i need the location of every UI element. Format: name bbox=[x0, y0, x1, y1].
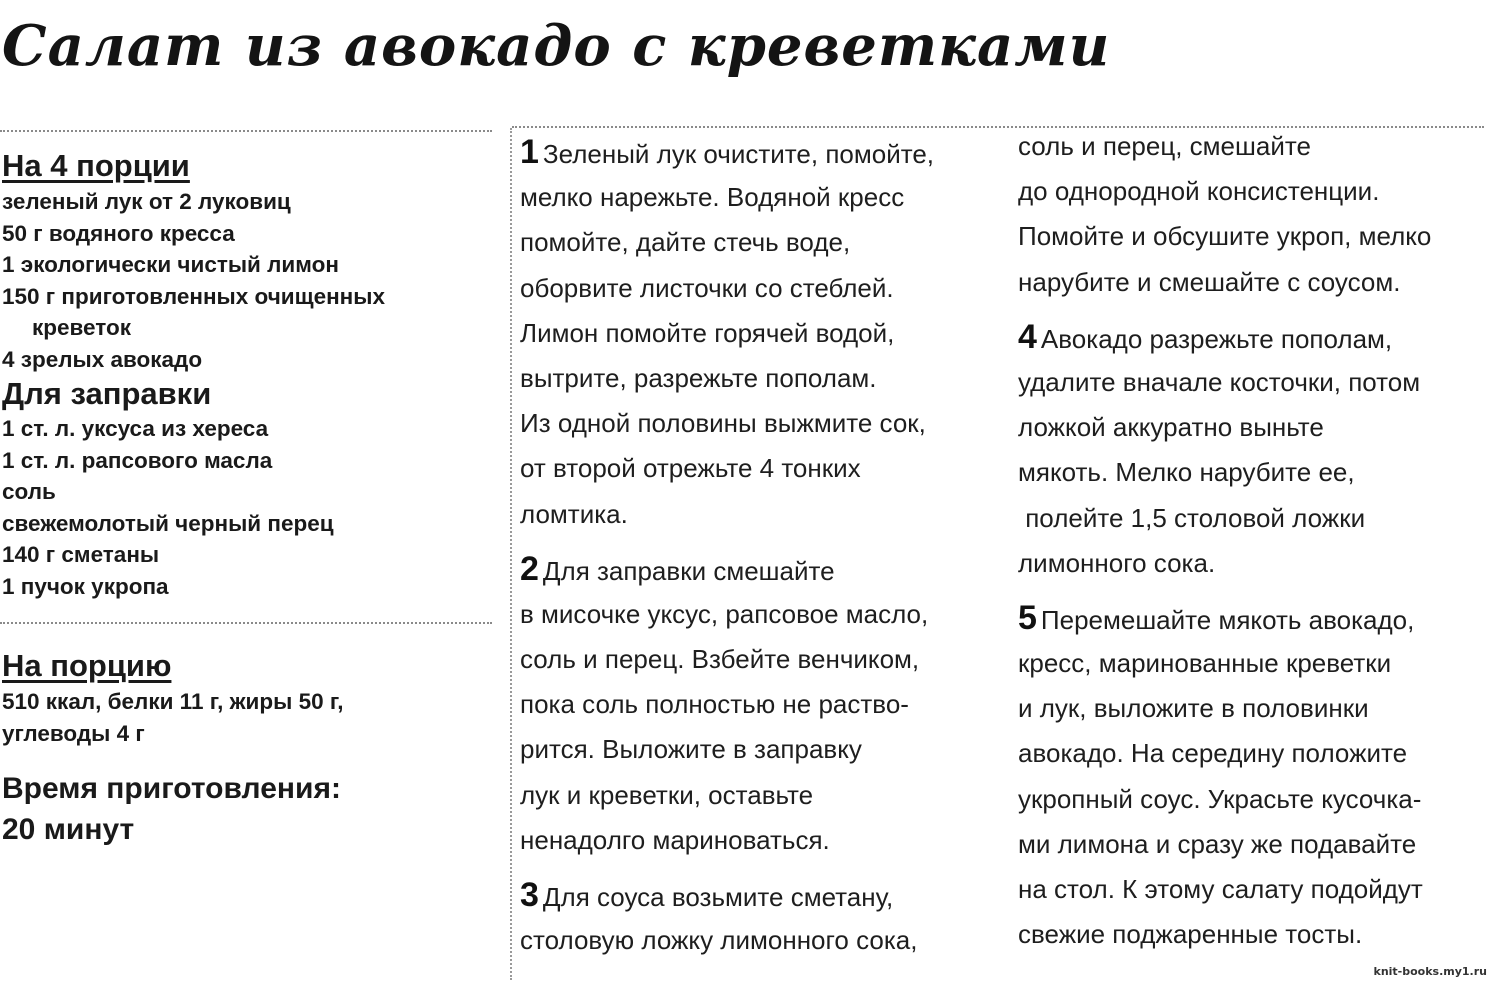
step-text: мелко нарежьте. Водяной кресс bbox=[520, 182, 905, 213]
step-text: оборвите листочки со стеблей. bbox=[520, 272, 894, 303]
step-text: Помойте и обсушите укроп, мелко bbox=[1018, 221, 1432, 252]
nutrition-heading: На порцию bbox=[2, 648, 172, 683]
ingredient-item: 1 экологически чистый лимон bbox=[2, 252, 339, 277]
watermark: knit-books.my1.ru bbox=[1373, 965, 1487, 978]
steps-column-right bbox=[1018, 124, 1488, 957]
ingredient-item: зеленый лук от 2 луковиц bbox=[2, 189, 291, 214]
step-text: Перемешайте мякоть авокадо, bbox=[1040, 604, 1415, 635]
step-number: 2 bbox=[520, 549, 539, 588]
step-text: соль и перец, смешайте bbox=[1018, 131, 1311, 161]
step-text: на стол. К этому салату подойдут bbox=[1018, 874, 1423, 904]
ingredient-item: креветок bbox=[32, 315, 131, 340]
step-text: лимонного сока. bbox=[1018, 547, 1216, 578]
step-text: Авокадо разрежьте пополам, bbox=[1040, 323, 1393, 354]
step-text: в мисочке уксус, рапсовое масло, bbox=[520, 598, 929, 629]
servings-heading: На 4 порции bbox=[2, 148, 190, 183]
step-text: полейте 1,5 столовой ложки bbox=[1018, 502, 1366, 533]
steps-column-middle bbox=[520, 130, 998, 963]
cooking-time-label: Время приготовления: bbox=[2, 772, 341, 805]
step-text: авокадо. На середину положите bbox=[1018, 738, 1408, 769]
step-text: Лимон помойте горячей водой, bbox=[520, 317, 895, 348]
step-text: Для заправки смешайте bbox=[542, 555, 835, 586]
ingredients-column bbox=[2, 146, 502, 850]
step-1 bbox=[520, 130, 998, 537]
step-text: кресс, маринованные креветки bbox=[1018, 648, 1392, 679]
ingredient-list bbox=[2, 186, 502, 375]
step-text: ми лимона и сразу же подавайте bbox=[1018, 828, 1417, 859]
nutrition-line: 510 ккал, белки 11 г, жиры 50 г, bbox=[2, 689, 344, 714]
step-text: помойте, дайте стечь воде, bbox=[520, 227, 851, 258]
dressing-item: 1 ст. л. рапсового масла bbox=[2, 447, 273, 473]
dressing-heading: Для заправки bbox=[2, 376, 212, 411]
step-text: вытрите, разрежьте пополам. bbox=[520, 362, 877, 393]
step-text: ненадолго мариноваться. bbox=[520, 824, 830, 855]
top-rule-left bbox=[0, 130, 492, 132]
step-text: Зеленый лук очистите, помойте, bbox=[542, 139, 935, 169]
step-2 bbox=[520, 547, 998, 863]
step-text: соль и перец. Взбейте венчиком, bbox=[520, 644, 920, 675]
step-text: столовую ложку лимонного сока, bbox=[520, 925, 918, 956]
step-text: ложкой аккуратно выньте bbox=[1018, 412, 1324, 443]
step-text: Для соуса возьмите сметану, bbox=[542, 882, 894, 912]
step-text: до однородной консистенции. bbox=[1018, 176, 1380, 207]
dressing-item: свежемолотый черный перец bbox=[2, 510, 334, 536]
step-5 bbox=[1018, 596, 1488, 958]
nutrition-line: углеводы 4 г bbox=[2, 721, 145, 746]
step-text: и лук, выложите в половинки bbox=[1018, 693, 1369, 724]
step-text: Из одной половины выжмите сок, bbox=[520, 408, 926, 439]
column-divider bbox=[510, 128, 512, 980]
dressing-item: 1 ст. л. уксуса из хереса bbox=[2, 416, 269, 441]
step-4 bbox=[1018, 315, 1488, 586]
step-text: нарубите и смешайте с соусом. bbox=[1018, 266, 1401, 297]
step-number: 5 bbox=[1018, 598, 1037, 637]
step-number: 4 bbox=[1018, 317, 1037, 356]
step-text: рится. Выложите в заправку bbox=[520, 734, 862, 765]
dressing-item: 1 пучок укропа bbox=[2, 573, 169, 599]
step-number: 3 bbox=[520, 876, 539, 914]
cooking-time-value: 20 минут bbox=[2, 813, 135, 846]
step-text: мякоть. Мелко нарубите ее, bbox=[1018, 457, 1355, 488]
ingredient-item: 50 г водяного кресса bbox=[2, 220, 235, 246]
ingredient-item: 150 г приготовленных очищенных bbox=[2, 283, 385, 309]
step-text: от второй отрежьте 4 тонких bbox=[520, 453, 861, 484]
step-number: 1 bbox=[520, 133, 539, 171]
ingredient-item: 4 зрелых авокадо bbox=[2, 346, 203, 372]
step-3 bbox=[520, 873, 998, 963]
recipe-title: Салат из авокадо с креветками bbox=[2, 13, 1111, 79]
step-text: укропный соус. Украсьте кусочка- bbox=[1018, 783, 1422, 814]
step-text: ломтика. bbox=[520, 498, 628, 529]
step-text: свежие поджаренные тосты. bbox=[1018, 919, 1363, 950]
dressing-item: соль bbox=[2, 479, 56, 504]
step-3-continued bbox=[1018, 124, 1488, 305]
step-text: лук и креветки, оставьте bbox=[520, 779, 814, 810]
dressing-item: 140 г сметаны bbox=[2, 542, 160, 567]
dressing-list bbox=[2, 413, 502, 602]
step-text: удалите вначале косточки, потом bbox=[1018, 366, 1421, 397]
step-text: пока соль полностью не раство- bbox=[520, 689, 909, 720]
